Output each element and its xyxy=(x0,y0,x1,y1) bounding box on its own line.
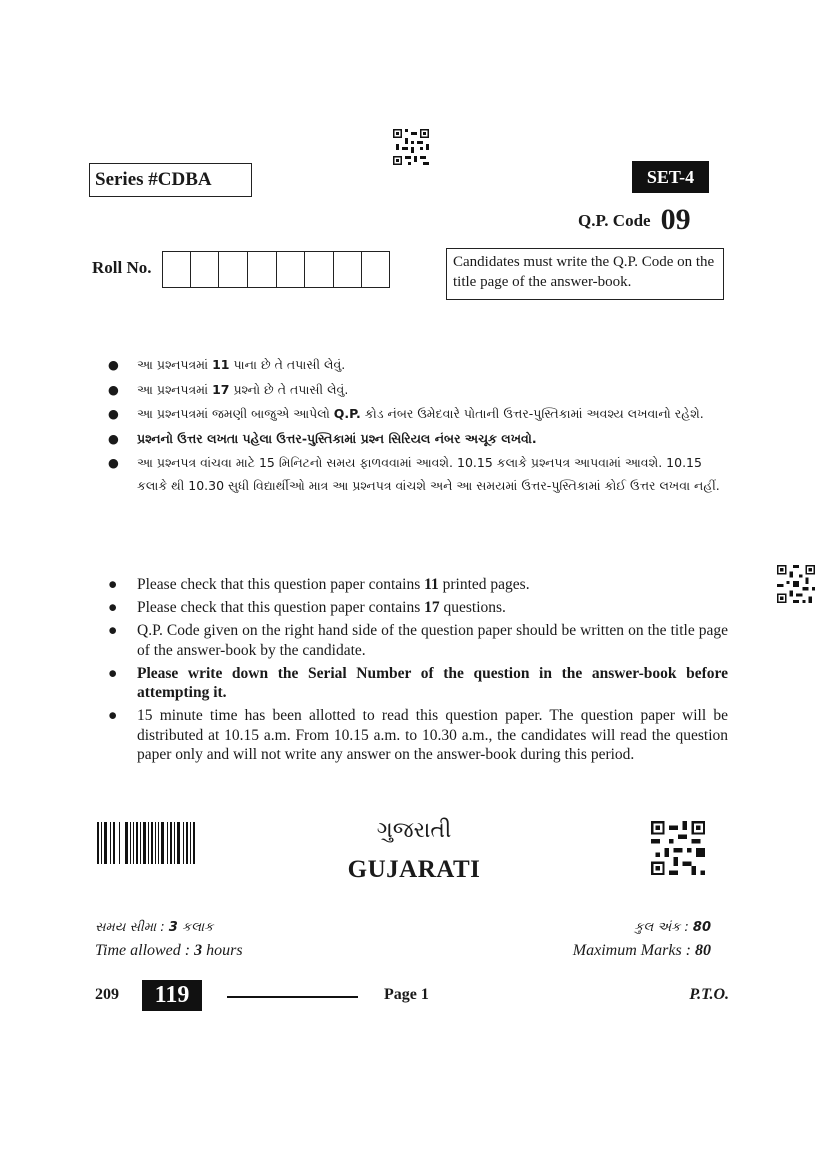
bullet-icon: ● xyxy=(108,707,118,724)
instruction-item: ● Please check that this question paper contains 17 questions. xyxy=(108,599,506,616)
instructions-gujarati xyxy=(108,354,728,499)
set-badge: SET-4 xyxy=(632,161,709,193)
instruction-item: ● પ્રશ્નનો ઉત્તર લખતા પહેલા ઉત્તર-પુસ્તિકામાં પ્રશ્ન સિરિયલ નંબર અચૂક લખવો. xyxy=(108,428,728,451)
subject-title-english: GUJARATI xyxy=(347,856,481,883)
qp-code xyxy=(578,203,691,238)
bullet-icon: ● xyxy=(108,381,119,397)
subject-title-gujarati: ગુજરાતી xyxy=(376,818,452,843)
paper-code-big: 119 xyxy=(142,980,202,1011)
max-marks-english: Maximum Marks : 80 xyxy=(572,942,711,959)
bullet-icon: ● xyxy=(108,406,119,421)
instruction-item: ● આ પ્રશ્નપત્રમાં 17 પ્રશ્નો છે તે તપાસી લેવું. xyxy=(108,379,728,402)
roll-number-label: Roll No. xyxy=(92,258,152,277)
instruction-item: ● આ પ્રશ્નપત્ર વાંચવા માટે 15 મિનિટનો સમય ફાળવવામાં આવશે. 10.15 કલાકે પ્રશ્નપત્ર આપવામાં આવશે. 10.15 કલાકે થી 10.30 સુધી વિદ્યાર્થીઓ માત્ર આ પ્રશ્નપત્ર વાંચશે અને આ સમયમાં ઉત્તર-પુસ્તિકામાં કોઈ ઉત્તર લખવા નહીં. xyxy=(108,452,728,497)
roll-number-boxes[interactable] xyxy=(162,251,390,288)
instruction-item: ● Please write down the Serial Number of the question in the answer-book before attempting it. xyxy=(108,664,728,701)
instructions-english xyxy=(108,575,728,768)
divider-line xyxy=(227,996,358,998)
pto-label: P.T.O. xyxy=(689,986,729,1003)
roll-number-cell[interactable] xyxy=(219,252,248,287)
instruction-item: ● Please check that this question paper contains 11 printed pages. xyxy=(108,576,530,593)
qp-code-value: 09 xyxy=(660,203,691,236)
roll-number-cell[interactable] xyxy=(163,252,191,287)
qr-code-top xyxy=(393,129,429,165)
bullet-icon: ● xyxy=(108,664,118,682)
paper-code-small: 209 xyxy=(95,986,119,1003)
bullet-icon: ● xyxy=(108,622,118,639)
barcode xyxy=(97,822,195,864)
bullet-icon: ● xyxy=(108,576,118,593)
roll-number-cell[interactable] xyxy=(277,252,305,287)
instruction-item: ● આ પ્રશ્નપત્રમાં જમણી બાજુએ આપેલો Q.P. કોડ નંબર ઉમેદવારે પોતાની ઉત્તર-પુસ્તિકામાં અવશ્ય લખવાનો રહેશે. xyxy=(108,403,728,426)
qr-code-bottom xyxy=(651,821,705,875)
instruction-item: ● 15 minute time has been allotted to read this question paper. The question paper will be distributed at 10.15 a.m. From 10.15 a.m. to 10.30 a.m., the candidates will read the question paper only and will not write any answer on the answer-book during this period. xyxy=(108,707,728,763)
candidate-note-box: Candidates must write the Q.P. Code on the title page of the answer-book. xyxy=(446,248,724,300)
roll-number-cell[interactable] xyxy=(248,252,277,287)
bullet-icon: ● xyxy=(108,357,119,372)
time-allowed-english: Time allowed : 3 hours xyxy=(95,942,243,959)
roll-number-cell[interactable] xyxy=(191,252,219,287)
series-label: Series #CDBA xyxy=(89,163,252,197)
bullet-icon: ● xyxy=(108,599,118,616)
bullet-icon: ● xyxy=(108,455,119,470)
bullet-icon: ● xyxy=(108,430,119,446)
max-marks-gujarati: કુલ અંક : 80 xyxy=(634,920,711,935)
qr-code-side xyxy=(777,565,815,603)
instruction-item: ● Q.P. Code given on the right hand side of the question paper should be written on the title page of the answer-book by the candidate. xyxy=(108,622,728,659)
time-allowed-gujarati: સમય સીમા : 3 કલાક xyxy=(95,920,214,935)
instruction-item: ● આ પ્રશ્નપત્રમાં 11 પાના છે તે તપાસી લેવું. xyxy=(108,354,728,377)
page-number: Page 1 xyxy=(384,986,429,1003)
roll-number-cell[interactable] xyxy=(362,252,389,287)
roll-number-cell[interactable] xyxy=(334,252,362,287)
qp-code-label: Q.P. Code xyxy=(578,211,651,230)
roll-number-cell[interactable] xyxy=(305,252,334,287)
